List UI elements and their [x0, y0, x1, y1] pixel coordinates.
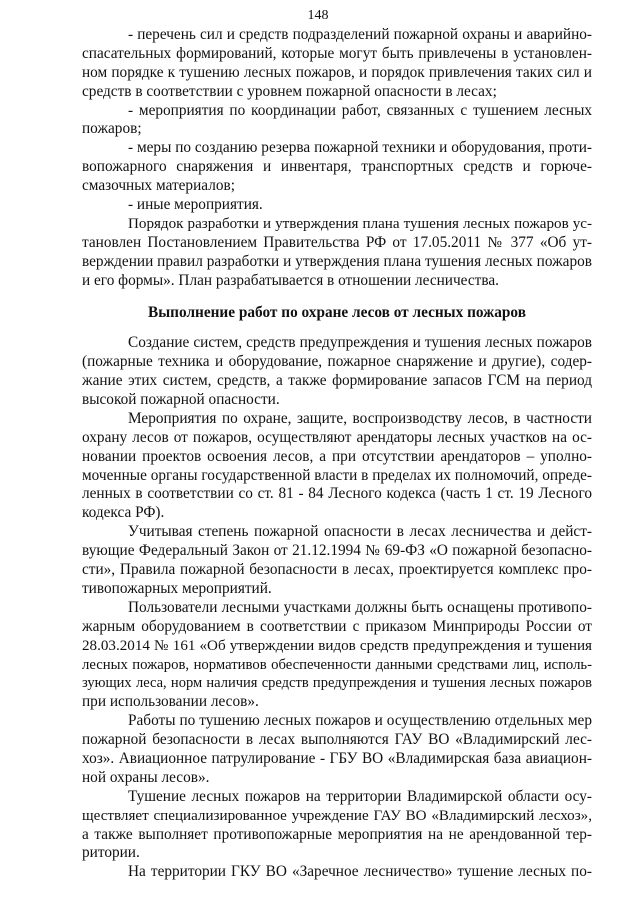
text-line: лесных пожаров, нормативов обеспеченности данными средствами лиц, исполь-	[82, 656, 592, 673]
text-line: Учитывая степень пожарной опасности в лесах лесничества и дейст-	[128, 523, 592, 541]
text-line: пожаров;	[82, 120, 142, 138]
text-line: ществляет специализированное учреждение ГАУ ВО «Владимирский лесхоз»,	[82, 807, 592, 824]
text-line: 28.03.2014 № 161 «Об утверждении видов средств предупреждения и тушения	[82, 637, 592, 654]
text-line: (пожарные техника и оборудование, пожарное снаряжение и другие), содер-	[82, 353, 592, 371]
section-heading: Выполнение работ по охране лесов от лесных пожаров	[148, 304, 526, 322]
text-line: - меры по созданию резерва пожарной техники и оборудования, проти-	[128, 139, 592, 157]
text-line: ленных в соответствии со ст. 81 - 84 Лесного кодекса (часть 1 ст. 19 Лесного	[82, 485, 592, 503]
body-text	[82, 26, 592, 882]
text-line: жарным оборудованием в соответствии с приказом Минприроды России от	[82, 617, 592, 635]
text-line: верждении правил разработки и утверждения плана тушения лесных пожаров	[82, 252, 592, 270]
text-line: спасательных формирований, которые могут быть привлечены в установлен-	[82, 44, 592, 62]
text-line: Пользователи лесными участками должны быть оснащены противопо-	[128, 598, 592, 616]
text-line: хоз». Авиационное патрулирование - ГБУ ВО «Владимирская база авиацион-	[82, 749, 592, 767]
text-line: зующих леса, норм наличия средств предупреждения и тушения лесных пожаров	[82, 675, 592, 692]
text-line: На территории ГКУ ВО «Заречное лесничество» тушение лесных по-	[128, 863, 592, 881]
text-line: ритории.	[82, 844, 140, 862]
text-line: ном порядке к тушению лесных пожаров, и порядок привлечения таких сил и	[82, 63, 592, 81]
text-line: Создание систем, средств предупреждения и тушения лесных пожаров	[128, 334, 592, 352]
text-line: вующие Федеральный Закон от 21.12.1994 № 69-ФЗ «О пожарной безопасно-	[82, 542, 592, 560]
text-line: - иные мероприятия.	[128, 196, 263, 214]
text-line: кодекса РФ).	[82, 504, 165, 522]
text-line: при использовании лесов».	[82, 693, 259, 711]
text-line: - мероприятия по координации работ, связанных с тушением лесных	[128, 101, 592, 119]
text-line: охрану лесов от пожаров, осуществляют арендаторы лесных участков на ос-	[82, 428, 592, 446]
text-line: и его формы». План разрабатывается в отношении лесничества.	[82, 271, 499, 289]
text-line: - перечень сил и средств подразделений пожарной охраны и аварийно-	[128, 26, 592, 43]
text-line: вопожарного снаряжения и инвентаря, транспортных средств и горюче-	[82, 158, 592, 176]
text-line: ной охраны лесов».	[82, 768, 210, 786]
text-line: тановлен Постановлением Правительства РФ от 17.05.2011 № 377 «Об ут-	[82, 233, 592, 251]
text-line: Тушение лесных пожаров на территории Владимирской области осу-	[128, 787, 592, 805]
text-line: моченные органы государственной власти в пределах их полномочий, опреде-	[82, 466, 592, 484]
text-line: новании проектов освоения лесов, а при отсутствии арендаторов – уполно-	[82, 447, 592, 465]
text-line: высокой пожарной опасности.	[82, 391, 280, 409]
text-line: Мероприятия по охране, защите, воспроизводству лесов, в частности	[128, 409, 592, 427]
page-number: 148	[307, 8, 329, 23]
text-line: смазочных материалов;	[82, 177, 235, 195]
text-line: тивопожарных мероприятий.	[82, 579, 272, 597]
text-line: сти», Правила пожарной безопасности в лесах, проектируется комплекс про-	[82, 561, 592, 579]
text-line: пожарной безопасности в лесах выполняются ГАУ ВО «Владимирский лес-	[82, 731, 592, 749]
text-line: Порядок разработки и утверждения плана тушения лесных пожаров ус-	[128, 215, 592, 232]
text-line: а также выполняет противопожарные мероприятия на не арендованной тер-	[82, 825, 592, 843]
text-line: жание этих систем, средств, а также формирование запасов ГСМ на период	[82, 372, 592, 390]
text-block-after-heading	[82, 334, 592, 882]
text-line: Работы по тушению лесных пожаров и осуществлению отдельных мер	[128, 712, 592, 730]
text-line: средств в соответствии с уровнем пожарной опасности в лесах;	[82, 82, 497, 100]
text-block-before-heading	[82, 26, 592, 290]
